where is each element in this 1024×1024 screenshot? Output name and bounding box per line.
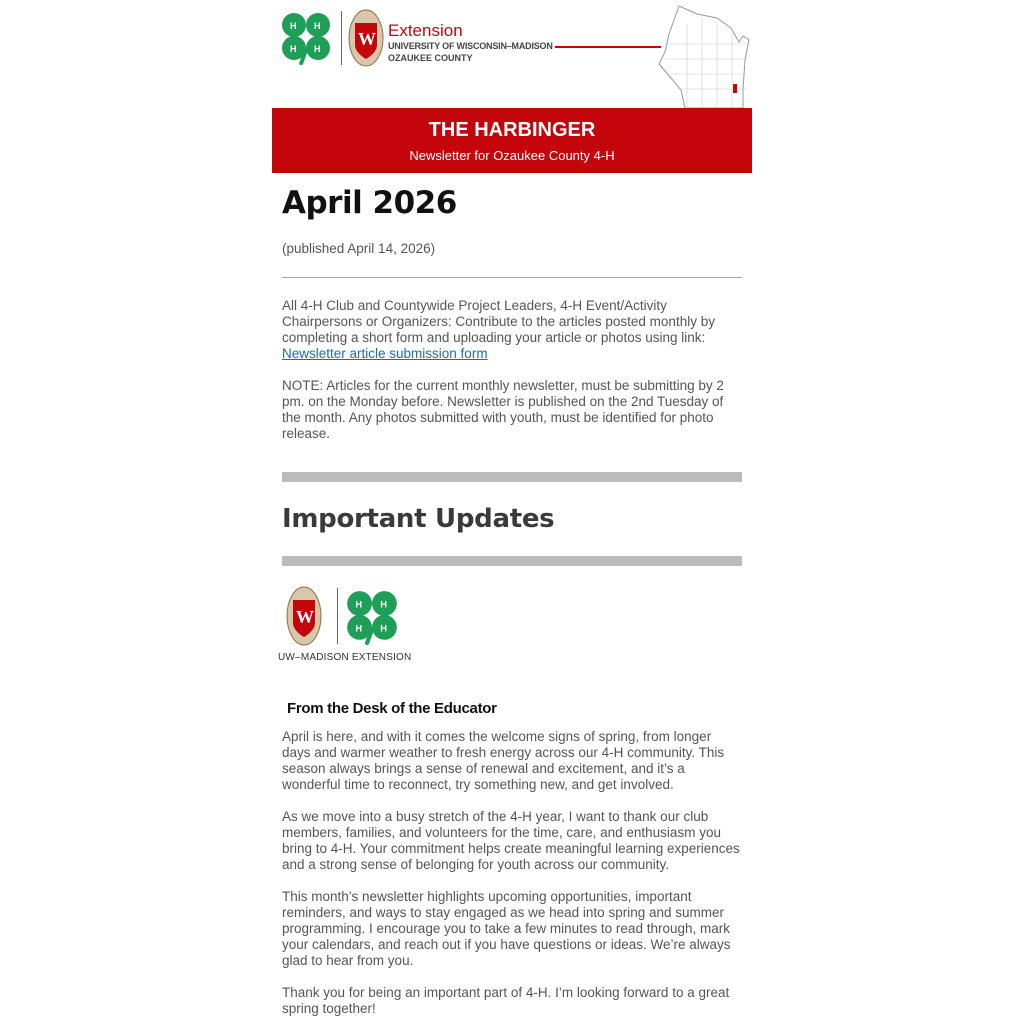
newsletter [272,0,752,1017]
article-paragraph: As we move into a busy stretch of the 4-H year, I want to thank our club members, families, and volunteers for the time, care, and enthusiasm you bring to 4-H. Your commitment helps create meaningful learning experiences and a strong sense of belonging for youth across our community. [282,809,740,872]
divider [341,11,342,65]
intro-text: All 4-H Club and Countywide Project Leaders, 4-H Event/Activity Chairpersons or Organizers: Contribute to the articles posted monthly by completing a short form and uploading your article or photos using link: [282,298,715,345]
uw-extension-logo [272,586,742,686]
svg-text:H: H [314,44,321,54]
svg-text:H: H [355,599,363,610]
uw-crest-icon [348,9,384,67]
4h-clover-icon [279,10,333,66]
extension-label: Extension [388,21,463,40]
logo-text: UW–MADISON EXTENSION [278,652,412,663]
article-paragraph: Thank you for being an important part of 4-H. I’m looking forward to a great spring together! [282,985,730,1016]
section-divider [282,556,742,566]
published-date: (published April 14, 2026) [282,241,436,256]
article-paragraph: April is here, and with it comes the welcome signs of spring, from longer days and warmer weather to fresh energy across our 4-H community. This season always brings a sense of renewal and excitement, and it’s a wonderful time to reconnect, try something new, and get involved. [282,729,725,792]
svg-text:H: H [380,623,388,634]
svg-text:H: H [290,21,297,31]
university-label: UNIVERSITY OF WISCONSIN–MADISON [388,41,553,51]
svg-text:W: W [358,29,376,49]
county-label: OZAUKEE COUNTY [388,53,473,63]
note-text: NOTE: Articles for the current monthly newsletter, must be submitting by 2 pm. on the Monday before. Newsletter is published on the 2nd Tuesday of the month. Any photos submitted with youth, must be identified for photo release. [282,378,724,441]
section-title: Important Updates [282,504,555,534]
header [272,0,752,108]
article-paragraph: This month’s newsletter highlights upcoming opportunities, important reminders, and ways to stay engaged as we head into spring and summer programming. I encourage you to take a few minutes to read through, mark your calendars, and reach out if you have questions or ideas. We’re always glad to hear from you. [282,889,731,968]
article-title: From the Desk of the Educator [287,700,497,717]
divider [337,588,338,644]
newsletter-banner [272,108,752,173]
banner-subtitle: Newsletter for Ozaukee County 4-H [409,148,615,163]
svg-text:H: H [355,623,363,634]
divider [282,277,742,278]
submission-form-link[interactable]: Newsletter article submission form [282,346,488,361]
section-divider [282,472,742,482]
4h-clover-icon [344,588,400,646]
svg-text:H: H [314,21,321,31]
uw-crest-icon [286,586,322,646]
issue-title: April 2026 [282,185,457,221]
accent-line [555,46,661,48]
banner-title: THE HARBINGER [428,119,596,141]
svg-text:W: W [296,607,314,627]
svg-text:H: H [380,599,388,610]
svg-text:H: H [290,44,297,54]
wisconsin-map-icon [657,4,753,108]
